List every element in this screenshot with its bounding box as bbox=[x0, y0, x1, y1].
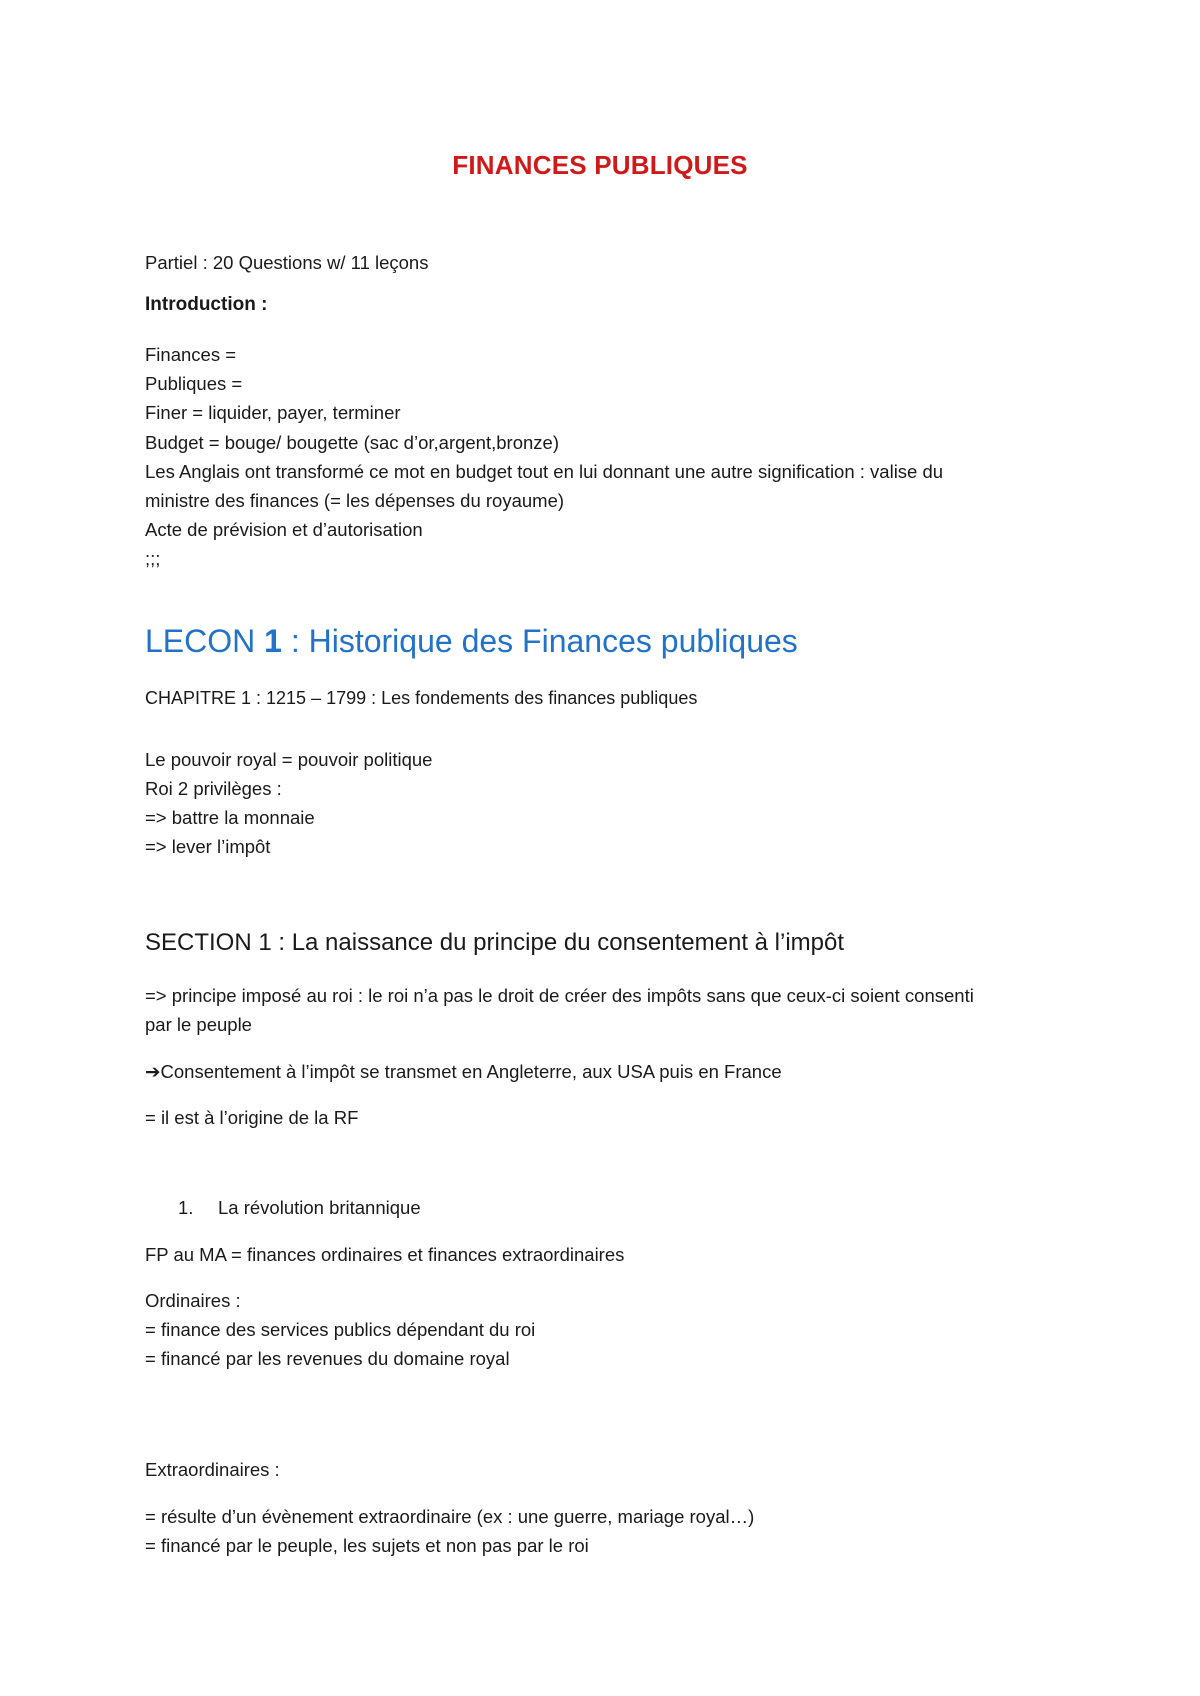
consentement-text: Consentement à l’impôt se transmet en Angleterre, aux USA puis en France bbox=[160, 1061, 782, 1082]
intro-line-anglais: Les Anglais ont transformé ce mot en budget tout en lui donnant une autre signification : valise du bbox=[145, 461, 944, 482]
pouvoir-line-2: Roi 2 privilèges : bbox=[145, 778, 282, 799]
lecon-prefix: LECON bbox=[145, 623, 265, 659]
pouvoir-line-3: => battre la monnaie bbox=[145, 807, 315, 828]
intro-line-semicolons: ;;; bbox=[145, 548, 161, 569]
introduction-heading: Introduction : bbox=[145, 294, 268, 315]
fp-ma-line: FP au MA = finances ordinaires et finances extraordinaires bbox=[145, 1244, 625, 1265]
principe-line-2: par le peuple bbox=[145, 1014, 252, 1035]
document-title: FINANCES PUBLIQUES bbox=[452, 150, 748, 180]
ordinaires-line-2: = financé par les revenues du domaine royal bbox=[145, 1348, 510, 1369]
list-item-number: 1. bbox=[178, 1197, 194, 1218]
consentement-line bbox=[145, 1057, 782, 1086]
extraordinaires-line-1: = résulte d’un évènement extraordinaire (ex : une guerre, mariage royal…) bbox=[145, 1506, 755, 1527]
pouvoir-line-1: Le pouvoir royal = pouvoir politique bbox=[145, 749, 433, 770]
principe-line-1: => principe imposé au roi : le roi n’a pas le droit de créer des impôts sans que ceux-ci soient consenti bbox=[145, 985, 974, 1006]
lecon-number: 1 bbox=[264, 623, 282, 659]
section-heading: SECTION 1 : La naissance du principe du consentement à l’impôt bbox=[145, 929, 845, 956]
intro-line-finer: Finer = liquider, payer, terminer bbox=[145, 402, 401, 423]
lecon-heading bbox=[145, 623, 798, 660]
extraordinaires-line-2: = financé par le peuple, les sujets et non pas par le roi bbox=[145, 1535, 589, 1556]
lecon-title: : Historique des Finances publiques bbox=[281, 623, 798, 659]
list-item bbox=[178, 1193, 421, 1222]
intro-line-publiques: Publiques = bbox=[145, 373, 243, 394]
list-item-label: La révolution britannique bbox=[218, 1197, 421, 1218]
intro-line-budget: Budget = bouge/ bougette (sac d’or,argent,bronze) bbox=[145, 432, 559, 453]
pouvoir-line-4: => lever l’impôt bbox=[145, 836, 271, 857]
intro-line-finances: Finances = bbox=[145, 344, 237, 365]
ordinaires-line-1: = finance des services publics dépendant du roi bbox=[145, 1319, 536, 1340]
right-arrow-icon: ➔ bbox=[145, 1061, 161, 1082]
ordinaires-heading: Ordinaires : bbox=[145, 1290, 241, 1311]
chapitre-heading: CHAPITRE 1 : 1215 – 1799 : Les fondements des finances publiques bbox=[145, 688, 698, 708]
intro-line-ministre: ministre des finances (= les dépenses du royaume) bbox=[145, 490, 565, 511]
origine-line: = il est à l’origine de la RF bbox=[145, 1107, 359, 1128]
partiel-line: Partiel : 20 Questions w/ 11 leçons bbox=[145, 252, 429, 273]
intro-line-acte: Acte de prévision et d’autorisation bbox=[145, 519, 423, 540]
extraordinaires-heading: Extraordinaires : bbox=[145, 1459, 280, 1480]
